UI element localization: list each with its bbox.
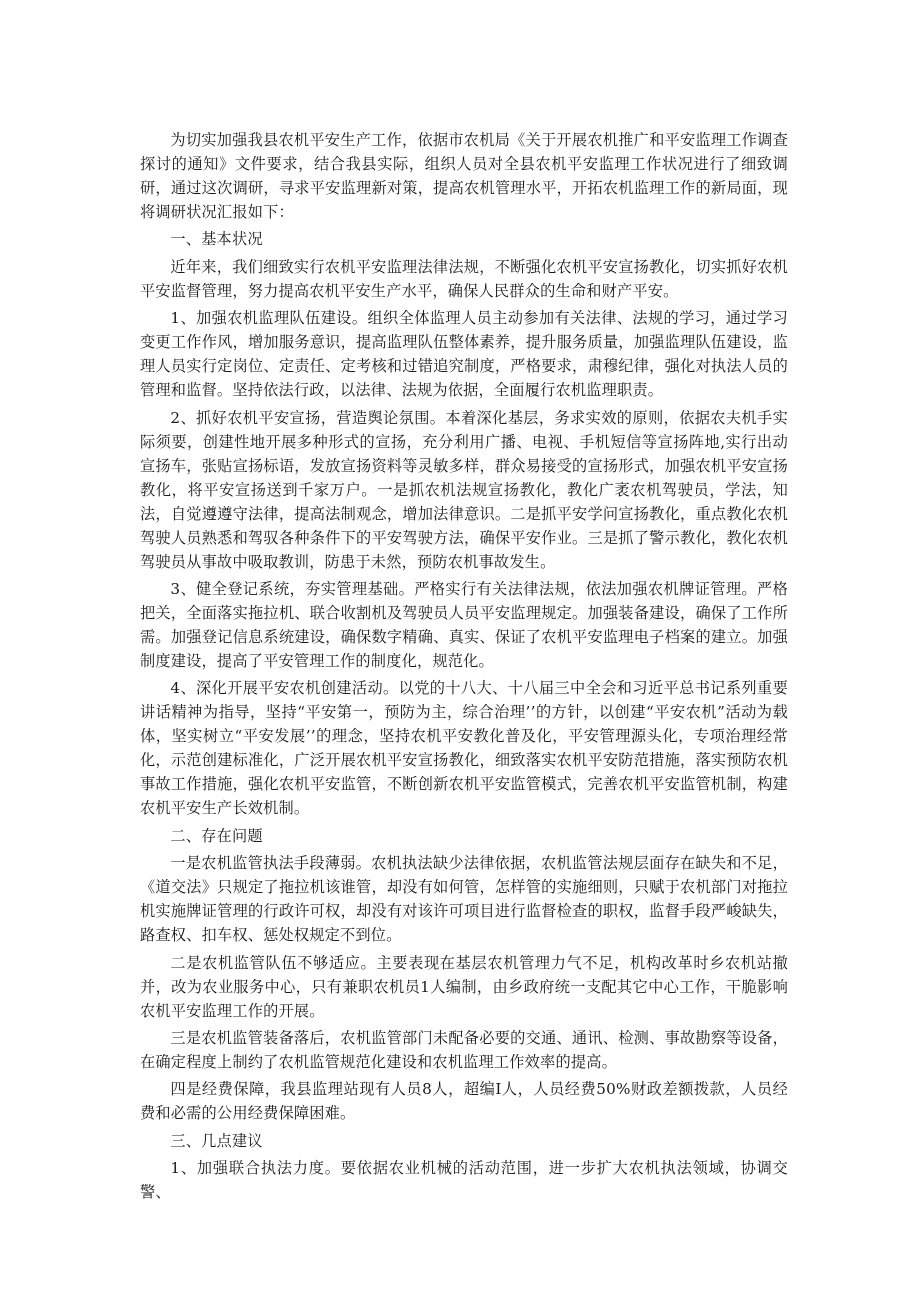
document-body: [140, 128, 788, 1207]
item-4-paragraph: 4、深化开展平安农机创建活动。以党的十八大、十八届三中全会和习近平总书记系列重要讲话精神为指导，坚持“平安第一，预防为主，综合治理’’的方针，以创建“平安农机”活动为载体，坚实树立“平安发展’’的理念，坚持农机平安教化普及化，平安管理源头化，专项治理经常化，示范创建标准化，广泛开展农机平安宣扬教化，细致落实农机平安防范措施，落实预防农机事故工作措施，强化农机平安监管，不断创新农机平安监管模式，完善农机平安监管机制，构建农机平安生产长效机制。: [140, 679, 788, 818]
item-2-paragraph: 2、抓好农机平安宣扬，营造舆论氛围。本着深化基层，务求实效的原则，依据农夫机手实际须要，创建性地开展多种形式的宣扬，充分利用广播、电视、手机短信等宣扬阵地,实行出动宣扬车，张贴宣扬标语，发放宣扬资料等灵敏多样，群众易接受的宣扬形式，加强农机平安宣扬教化，将平安宣扬送到千家万户。一是抓农机法规宣扬教化，教化广袤农机驾驶员，学法，知法，自觉遵遵守法律，提高法制观念，增加法律意识。二是抓平安学问宣扬教化，重点教化农机驾驶人员熟悉和驾驭各种条件下的平安驾驶方法，确保平安作业。三是抓了警示教化，教化农机驾驶员从事故中吸取教训，防患于未然，预防农机事故发生。: [140, 408, 788, 571]
suggestion-1-paragraph: 1、加强联合执法力度。要依据农业机械的活动范围，进一步扩大农机执法领域，协调交警、: [140, 1159, 788, 1202]
section-heading-problems: 二、存在问题: [170, 826, 263, 845]
problem-3-paragraph: 三是农机监管装备落后，农机监管部门未配备必要的交通、通讯、检测、事故勘察等设备，在确定程度上制约了农机监管规范化建设和农机监理工作效率的提高。: [140, 1028, 788, 1071]
item-1-paragraph: 1、加强农机监理队伍建设。组织全体监理人员主动参加有关法律、法规的学习，通过学习变更工作作风，增加服务意识，提高监理队伍整体素养，提升服务质量，加强监理队伍建设，监理人员实行定岗位、定责任、定考核和过错追究制度，严格要求，肃穆纪律，强化对执法人员的管理和监督。坚持依法行政，以法律、法规为依据，全面履行农机监理职责。: [140, 309, 788, 400]
section-heading-suggestions: 三、几点建议: [170, 1131, 263, 1150]
problem-1-paragraph: 一是农机监管执法手段薄弱。农机执法缺少法律依据，农机监管法规层面存在缺失和不足，《道交法》只规定了拖拉机该谁管，却没有如何管，怎样管的实施细则，只赋于农机部门对拖拉机实施牌证管理的行政许可权，却没有对该许可项目进行监督检查的职权，监督手段严峻缺失，路查权、扣车权、惩处权规定不到位。: [140, 854, 788, 945]
intro-paragraph: 为切实加强我县农机平安生产工作，依据市农机局《关于开展农机推广和平安监理工作调查探讨的通知》文件要求，结合我县实际，组织人员对全县农机平安监理工作状况进行了细致调研，通过这次调研，寻求平安监理新对策，提高农机管理水平，开拓农机监理工作的新局面，现将调研状况汇报如下：: [140, 131, 788, 221]
section-heading-basic-situation: 一、基本状况: [170, 230, 263, 249]
problem-4-paragraph: 四是经费保障，我县监理站现有人员8人，超编I人，人员经费50%财政差额拨款，人员经费和必需的公用经费保障困难。: [140, 1080, 788, 1123]
basic-situation-paragraph: 近年来，我们细致实行农机平安监理法律法规，不断强化农机平安宣扬教化，切实抓好农机平安监督管理，努力提高农机平安生产水平，确保人民群众的生命和财产平安。: [140, 257, 788, 300]
item-3-paragraph: 3、健全登记系统，夯实管理基础。严格实行有关法律法规，依法加强农机牌证管理。严格把关，全面落实拖拉机、联合收割机及驾驶员人员平安监理规定。加强装备建设，确保了工作所需。加强登记信息系统建设，确保数字精确、真实、保证了农机平安监理电子档案的建立。加强制度建设，提高了平安管理工作的制度化，规范化。: [140, 579, 788, 670]
problem-2-paragraph: 二是农机监管队伍不够适应。主要表现在基层农机管理力气不足，机构改革时乡农机站撤并，改为农业服务中心，只有兼职农机员1人编制，由乡政府统一支配其它中心工作，干脆影响农机平安监理工作的开展。: [140, 953, 788, 1020]
